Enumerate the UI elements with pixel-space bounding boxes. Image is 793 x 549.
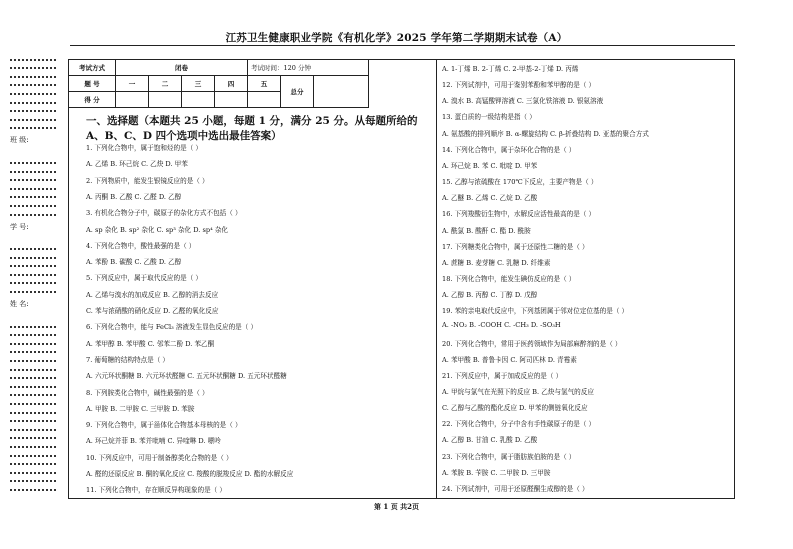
dotted-line — [10, 465, 56, 474]
dotted-line — [10, 371, 56, 380]
question-stem: 11. 下列化合物中，存在顺反异构现象的是（ ） — [86, 486, 226, 495]
dotted-line — [10, 69, 56, 78]
exam-time: 考试时间：120 分钟 — [248, 60, 369, 76]
answer-options: A. 乙醚 B. 乙烯 C. 乙烷 D. 乙酸 — [442, 194, 538, 203]
score-cell — [248, 92, 281, 108]
dotted-line — [10, 474, 56, 483]
question-stem: 20. 下列化合物中，常用于医药领域作为局部麻醉剂的是（ ） — [442, 339, 622, 348]
dotted-line — [10, 164, 56, 173]
answer-options: A. 苯甲酸 B. 普鲁卡因 C. 阿司匹林 D. 青霉素 — [442, 355, 577, 364]
dotted-line — [10, 431, 56, 440]
question-stem: 21. 下列反应中，属于加成反应的是（ ） — [442, 371, 563, 380]
dotted-line — [10, 95, 56, 104]
question-stem: 2. 下列物质中，能发生银镜反应的是（ ） — [86, 176, 209, 185]
dotted-line — [10, 414, 56, 423]
answer-options: A. 六元环状酮糖 B. 六元环状醛糖 C. 五元环状酮糖 D. 五元环状醛糖 — [86, 372, 287, 381]
question-stem: 18. 下列化合物中，能发生碘仿反应的是（ ） — [442, 274, 576, 283]
dotted-line — [10, 78, 56, 87]
dotted-line — [10, 388, 56, 397]
question-stem: 5. 下列反应中，属于取代反应的是（ ） — [86, 274, 202, 283]
answer-options: A. 乙烯 B. 环己烷 C. 乙炔 D. 甲苯 — [86, 160, 188, 169]
question-no-label: 题 号 — [69, 76, 116, 92]
section-heading: 一、选择题（本题共 25 小题，每题 1 分，满分 25 分。从每题所给的 A、B、C、D 四个选项中选出最佳答案） — [86, 115, 418, 142]
col-1: 一 — [116, 76, 149, 92]
dotted-line — [10, 112, 56, 121]
dotted-line — [10, 242, 56, 251]
score-cell — [149, 92, 182, 108]
answer-options: C. 苯与浓硝酸的硝化反应 D. 乙醛的氧化反应 — [86, 307, 219, 315]
col-2: 二 — [149, 76, 182, 92]
dotted-line — [10, 61, 56, 70]
dotted-line — [10, 259, 56, 268]
dotted-line — [10, 439, 56, 448]
dotted-line — [10, 405, 56, 414]
answer-options: A. 酰氯 B. 酸酐 C. 酯 D. 酰胺 — [442, 226, 531, 235]
question-stem: 6. 下列化合物中，能与 FeCl₃ 溶液发生显色反应的是（ ） — [86, 323, 258, 332]
question-stem: 15. 乙醇与浓硫酸在 170℃下反应，主要产物是（ ） — [442, 178, 598, 187]
dotted-line — [10, 457, 56, 466]
answer-options: A. 苯酚 B. 碳酸 C. 乙酸 D. 乙醇 — [86, 258, 182, 267]
question-stem: 13. 蛋白质的一级结构是指（ ） — [442, 113, 536, 122]
dotted-line — [10, 319, 56, 328]
answer-options: A. 乙醇 B. 丙醇 C. 丁醇 D. 戊醇 — [442, 291, 538, 300]
dotted-line — [10, 86, 56, 95]
dotted-line — [10, 345, 56, 354]
answer-options: A. 醛的还原反应 B. 酮的氧化反应 C. 羧酸的脱羧反应 D. 酯的水解反应 — [86, 470, 294, 478]
score-label: 得 分 — [69, 92, 116, 108]
page-number: 第 1 页 共2页 — [373, 502, 420, 511]
dotted-line — [10, 190, 56, 199]
score-cell — [182, 92, 215, 108]
answer-options: A. -NO₂ B. -COOH C. -CH₃ D. -SO₃H — [442, 321, 561, 330]
exam-mode-label: 考试方式 — [69, 60, 116, 76]
question-stem: 7. 葡萄糖的结构特点是（ ） — [86, 355, 170, 364]
dotted-line — [10, 362, 56, 371]
score-cell — [215, 92, 248, 108]
dotted-line — [10, 250, 56, 259]
question-stem: 23. 下列化合物中，属于脂肪族伯胺的是（ ） — [442, 452, 576, 461]
question-stem: 9. 下列化合物中，属于甾体化合物基本母核的是（ ） — [86, 421, 242, 430]
question-stem: 14. 下列化合物中，属于杂环化合物的是（ ） — [442, 145, 576, 154]
answer-options: A. sp 杂化 B. sp² 杂化 C. sp³ 杂化 D. sp⁴ 杂化 — [86, 225, 229, 234]
col-5: 五 — [248, 76, 281, 92]
dotted-line — [10, 155, 56, 164]
question-stem: 22. 下列化合物中，分子中含有手性碳原子的是（ ） — [442, 420, 596, 429]
question-stem: 1. 下列化合物中，属于饱和烃的是（ ） — [86, 144, 202, 152]
question-stem: 4. 下列化合物中，酸性最强的是（ ） — [86, 241, 196, 250]
total-score-cell — [314, 76, 369, 108]
dotted-line — [10, 379, 56, 388]
answer-options: A. 苯甲醇 B. 苯甲酸 C. 邻苯二酚 D. 苯乙酮 — [86, 339, 215, 348]
question-stem: 8. 下列胺类化合物中，碱性最强的是（ ） — [86, 388, 209, 397]
answer-options: A. 氨基酸的排列顺序 B. α-螺旋结构 C. β-折叠结构 D. 亚基的聚合方式 — [442, 129, 649, 138]
dotted-line — [10, 198, 56, 207]
exam-mode-value: 闭卷 — [116, 60, 248, 76]
answer-options: A. 乙烯与溴水的加成反应 B. 乙醇的消去反应 — [86, 290, 219, 299]
student-info-sidebar — [10, 52, 60, 491]
question-stem: 16. 下列羧酸衍生物中，水解反应活性最高的是（ ） — [442, 210, 596, 219]
col-3: 三 — [182, 76, 215, 92]
dotted-line — [10, 482, 56, 491]
dotted-line — [10, 422, 56, 431]
col-4: 四 — [215, 76, 248, 92]
class-label: 班 级: — [10, 136, 29, 145]
answer-options: A. 乙醇 B. 甘油 C. 乳酸 D. 乙酸 — [442, 436, 538, 445]
score-cell — [116, 92, 149, 108]
dotted-line — [10, 181, 56, 190]
total-label: 总分 — [281, 76, 314, 108]
answer-options: A. 环己烷并菲 B. 苯并吡喃 C. 异喹啉 D. 嘌呤 — [86, 437, 221, 446]
name-label: 姓 名: — [10, 300, 29, 309]
answer-options: A. 甲烷与氯气在光照下的反应 B. 乙炔与氢气的反应 — [442, 388, 594, 396]
answer-options: A. 1-丁烯 B. 2-丁烯 C. 2-甲基-2-丁烯 D. 丙烯 — [442, 65, 579, 73]
question-stem: 19. 苯的亲电取代反应中，下列基团属于邻对位定位基的是（ ） — [442, 307, 629, 316]
dotted-line — [10, 207, 56, 216]
page-title: 江苏卫生健康职业学院《有机化学》2025 学年第二学期期末试卷（A） — [225, 32, 568, 44]
dotted-line — [10, 328, 56, 337]
dotted-line — [10, 121, 56, 130]
question-stem: 3. 有机化合物分子中，碳原子的杂化方式不包括（ ） — [86, 209, 242, 218]
dotted-line — [10, 267, 56, 276]
dotted-line — [10, 104, 56, 113]
dotted-line — [10, 396, 56, 405]
answer-options: A. 甲胺 B. 二甲胺 C. 三甲胺 D. 苯胺 — [86, 404, 195, 413]
dotted-line — [10, 448, 56, 457]
dotted-line — [10, 353, 56, 362]
answer-options: A. 蔗糖 B. 麦芽糖 C. 乳糖 D. 纤维素 — [442, 258, 551, 267]
answer-options: A. 丙酮 B. 乙酸 C. 乙醛 D. 乙醇 — [86, 192, 182, 201]
student-id-label: 学 号: — [10, 222, 29, 231]
answer-options: A. 苯胺 B. 苄胺 C. 二甲胺 D. 三甲胺 — [442, 468, 551, 477]
dotted-line — [10, 173, 56, 182]
question-stem: 24. 下列试剂中，可用于还原醛酮生成醇的是（ ） — [442, 484, 589, 493]
dotted-line — [10, 336, 56, 345]
dotted-line — [10, 52, 56, 61]
question-stem: 17. 下列糖类化合物中，属于还原性二糖的是（ ） — [442, 242, 589, 251]
answer-options: A. 溴水 B. 高锰酸钾溶液 C. 三氯化铁溶液 D. 银氨溶液 — [442, 97, 604, 106]
title-divider — [70, 45, 735, 46]
question-stem: 12. 下列试剂中，可用于鉴别苯酚和苯甲醇的是（ ） — [442, 81, 596, 90]
score-table — [68, 59, 369, 108]
question-stem: 10. 下列反应中，可用于制备醇类化合物的是（ ） — [86, 453, 233, 462]
dotted-line — [10, 276, 56, 285]
answer-options: A. 环己烷 B. 苯 C. 吡啶 D. 甲苯 — [442, 161, 538, 170]
answer-options: C. 乙醇与乙酸的酯化反应 D. 甲苯的侧链氧化反应 — [442, 404, 588, 413]
dotted-line — [10, 284, 56, 293]
